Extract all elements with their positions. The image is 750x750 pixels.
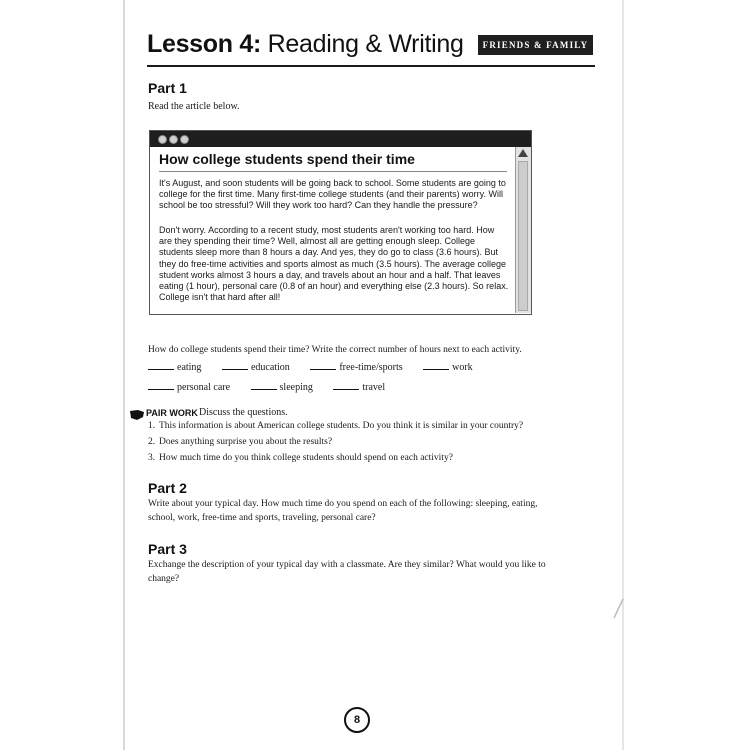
answer-blank [148, 368, 174, 370]
activity-label: free-time/sports [339, 362, 403, 373]
page-number: 8 [344, 707, 370, 733]
window-dot-icon [169, 135, 178, 144]
article-paragraph-1: It's August, and soon students will be going back to school. Some students are going to college for the first time. Many first-time college students (and their parents) worry. Will school be too stressful? Will they work too hard? Can they handle the pressure? [159, 178, 506, 211]
part2-heading: Part 2 [148, 480, 187, 496]
answer-blank [333, 388, 359, 390]
window-dot-icon [180, 135, 189, 144]
answer-blank [222, 368, 248, 370]
article-paragraph-2: Don't worry. According to a recent study, most students aren't working too hard. How are they spending their time? Well, almost all are getting enough sleep. College students sleep more than 8 hours a day. And yes, they do go to class (3.6 hours). But they do free-time activities and sports almost as much (3.5 hours). The average college student works almost 3 hours a day, and travels about an hour and a half. That leaves eating (1 hour), personal care (0.8 of an hour) and everything else (2.3 hours). So relax. College isn't that hard after all! [159, 225, 509, 303]
lesson-number: Lesson 4: [147, 30, 261, 58]
activity-label: travel [362, 382, 386, 393]
discussion-question: 1. This information is about American college students. Do you think it is similar in your country? [148, 421, 524, 431]
answer-blank [310, 368, 336, 370]
page-edge-left [123, 0, 125, 750]
activity-label: work [452, 362, 473, 373]
part3-instruction: Exchange the description of your typical day with a classmate. Are they similar? What would you like to change? [148, 560, 546, 584]
answer-blank [251, 388, 277, 390]
unit-badge: FRIENDS & FAMILY [478, 35, 593, 55]
pair-work-label: PAIR WORK [146, 408, 198, 418]
article-title: How college students spend their time [159, 151, 415, 167]
article-scrollbar [515, 147, 531, 313]
part1-instruction: Read the article below. [148, 101, 240, 112]
part1-question: How do college students spend their time? Write the correct number of hours next to each activity. [148, 345, 522, 355]
pair-work-instruction: Discuss the questions. [199, 407, 288, 418]
lesson-name: Reading & Writing [261, 30, 464, 58]
activity-label: personal care [177, 382, 231, 393]
part1-heading: Part 1 [148, 80, 187, 96]
article-title-rule [159, 171, 507, 172]
activity-label: sleeping [279, 382, 313, 393]
page-edge-right [622, 0, 624, 750]
answer-blank [423, 368, 449, 370]
activity-label: eating [177, 362, 202, 373]
activities-row-2 [148, 382, 385, 393]
header-rule [147, 65, 595, 67]
part3-heading: Part 3 [148, 541, 187, 557]
window-dot-icon [158, 135, 167, 144]
page-mark-icon [612, 598, 624, 620]
activities-row-1 [148, 362, 473, 373]
part2-instruction: Write about your typical day. How much time do you spend on each of the following: sleeping, eating, school, work, free-time and sports, traveling, personal care? [148, 499, 538, 523]
discussion-question: 3. How much time do you think college students should spend on each activity? [148, 453, 453, 463]
lesson-title [147, 30, 464, 59]
scroll-up-arrow-icon [518, 149, 528, 157]
scrollbar-thumb [518, 161, 528, 311]
answer-blank [148, 388, 174, 390]
article-window [149, 130, 532, 315]
activity-label: education [250, 362, 290, 373]
pair-work-icon [129, 409, 145, 421]
article-window-titlebar [150, 131, 531, 147]
discussion-question: 2. Does anything surprise you about the results? [148, 437, 333, 447]
